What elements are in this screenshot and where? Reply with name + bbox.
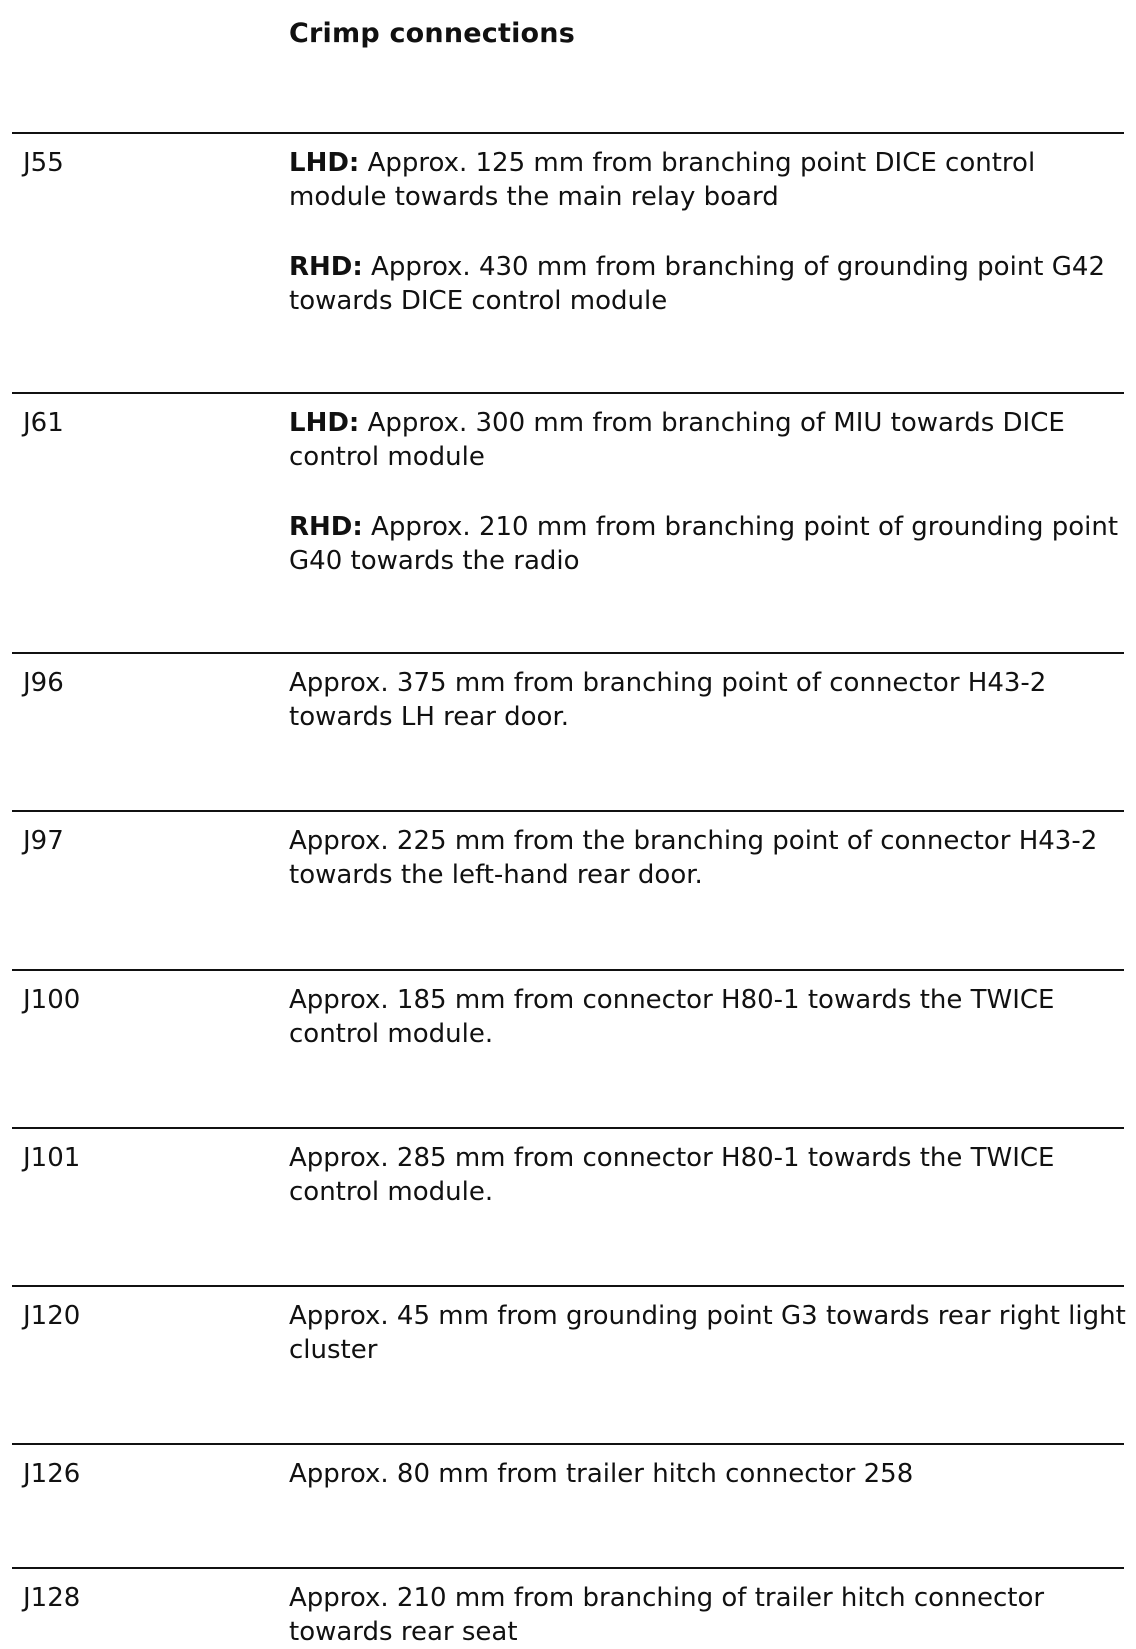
description-paragraph bbox=[289, 250, 1134, 318]
connection-description bbox=[289, 1457, 1134, 1491]
connection-description bbox=[289, 1141, 1134, 1209]
connection-description bbox=[289, 406, 1134, 578]
hand-drive-tag: LHD: bbox=[289, 148, 360, 178]
connection-code: J55 bbox=[23, 148, 64, 178]
connection-description bbox=[289, 824, 1134, 892]
connection-code: J97 bbox=[23, 826, 64, 856]
page-title: Crimp connections bbox=[289, 18, 575, 49]
description-paragraph bbox=[289, 146, 1134, 214]
hand-drive-tag: LHD: bbox=[289, 408, 360, 438]
description-text: Approx. 285 mm from connector H80-1 towards the TWICE control module. bbox=[289, 1143, 1055, 1207]
description-paragraph bbox=[289, 666, 1134, 734]
description-text: Approx. 300 mm from branching of MIU towards DICE control module bbox=[289, 408, 1065, 472]
description-paragraph bbox=[289, 1299, 1134, 1367]
connection-code: J96 bbox=[23, 668, 64, 698]
description-paragraph bbox=[289, 824, 1134, 892]
crimp-entry-j100 bbox=[12, 969, 1124, 1049]
connection-code: J128 bbox=[23, 1583, 81, 1613]
description-paragraph bbox=[289, 510, 1134, 578]
connection-description bbox=[289, 983, 1134, 1051]
description-text: Approx. 125 mm from branching point DICE control module towards the main relay board bbox=[289, 148, 1036, 212]
description-paragraph bbox=[289, 406, 1134, 474]
crimp-entry-j101 bbox=[12, 1127, 1124, 1207]
connection-description bbox=[289, 1299, 1134, 1367]
connection-code: J100 bbox=[23, 985, 81, 1015]
connection-description bbox=[289, 666, 1134, 734]
crimp-entry-j126 bbox=[12, 1443, 1124, 1489]
description-text: Approx. 430 mm from branching of grounding point G42 towards DICE control module bbox=[289, 252, 1105, 316]
connection-description bbox=[289, 146, 1134, 318]
crimp-entry-j55 bbox=[12, 132, 1124, 316]
description-text: Approx. 210 mm from branching point of grounding point G40 towards the radio bbox=[289, 512, 1119, 576]
crimp-entry-j97 bbox=[12, 810, 1124, 890]
description-text: Approx. 185 mm from connector H80-1 towards the TWICE control module. bbox=[289, 985, 1055, 1049]
description-text: Approx. 45 mm from grounding point G3 towards rear right light cluster bbox=[289, 1301, 1126, 1365]
crimp-entry-j96 bbox=[12, 652, 1124, 732]
connection-description bbox=[289, 1581, 1134, 1649]
connection-code: J126 bbox=[23, 1459, 81, 1489]
description-text: Approx. 80 mm from trailer hitch connector 258 bbox=[289, 1459, 914, 1489]
description-paragraph bbox=[289, 1457, 1134, 1491]
crimp-entry-j61 bbox=[12, 392, 1124, 576]
hand-drive-tag: RHD: bbox=[289, 512, 363, 542]
hand-drive-tag: RHD: bbox=[289, 252, 363, 282]
connection-code: J61 bbox=[23, 408, 64, 438]
description-text: Approx. 210 mm from branching of trailer hitch connector towards rear seat bbox=[289, 1583, 1045, 1647]
description-text: Approx. 225 mm from the branching point of connector H43-2 towards the left-hand rear door. bbox=[289, 826, 1098, 890]
description-text: Approx. 375 mm from branching point of connector H43-2 towards LH rear door. bbox=[289, 668, 1047, 732]
crimp-entry-j128 bbox=[12, 1567, 1124, 1647]
connection-code: J101 bbox=[23, 1143, 81, 1173]
crimp-entry-j120 bbox=[12, 1285, 1126, 1365]
description-paragraph bbox=[289, 1141, 1134, 1209]
description-paragraph bbox=[289, 1581, 1134, 1649]
connection-code: J120 bbox=[23, 1301, 81, 1331]
description-paragraph bbox=[289, 983, 1134, 1051]
